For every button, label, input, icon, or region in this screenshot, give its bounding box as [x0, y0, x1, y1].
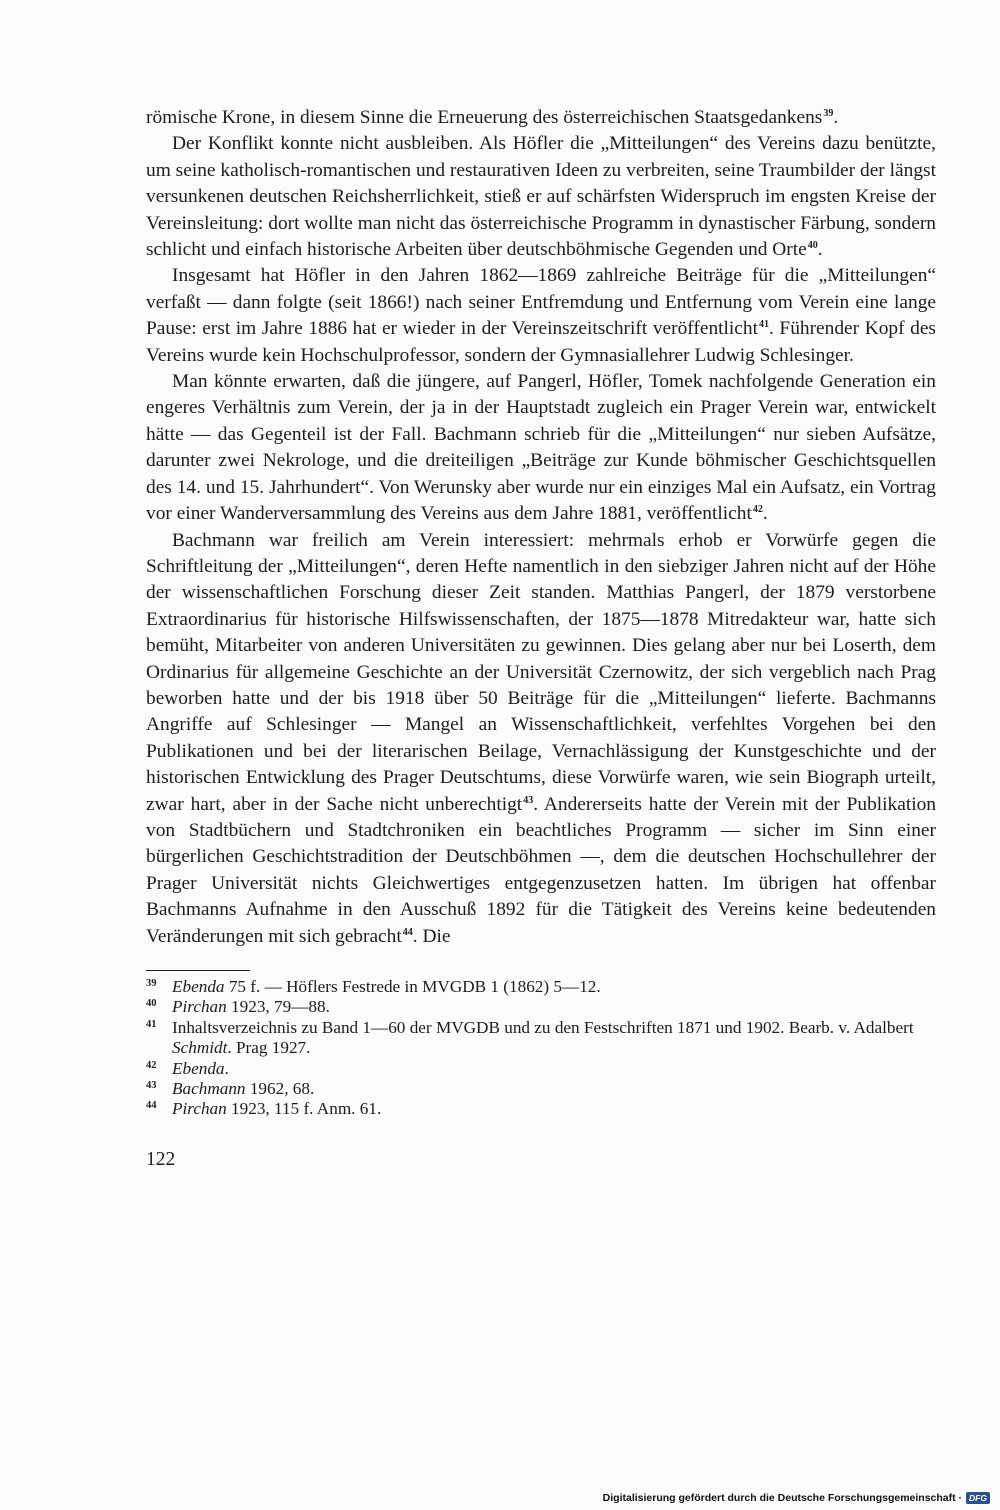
footnote-text: 1923, 79—88. — [226, 997, 330, 1017]
footnote-reference[interactable]: 40 — [807, 240, 818, 252]
footnote-text: 1923, 115 f. Anm. 61. — [226, 1099, 382, 1119]
paragraph — [146, 131, 936, 263]
footnote-reference[interactable]: 39 — [823, 108, 834, 119]
text-run: römische Krone, in diesem Sinne die Erneuerung des österreichischen Staatsgedankens — [146, 107, 823, 128]
text-run: . Andererseits hatte der Verein mit der Publikation von Stadtbüchern und Stadtchroniken ein beachtliches Programm — sicher im Sinn einer bürgerlichen Geschichtstradition der Deutschböhmen —, dem die deutschen Hochschullehrer der Prager Universität nichts Gleichwertiges entgegenzusetzen hatten. Im übrigen hat offenbar Bachmanns Aufnahme in den Ausschuß 1892 für die Tätigkeit des Vereins keine bedeutenden Veränderungen mit sich gebracht — [146, 793, 937, 947]
footnote-number: 44 — [146, 1100, 157, 1112]
footnote-text: . — [224, 1058, 229, 1078]
dfg-logo-icon: DFG — [966, 1492, 990, 1504]
text-run: . — [833, 107, 839, 128]
digitization-credit — [603, 1492, 990, 1504]
footnote — [146, 1079, 936, 1099]
footnote-reference[interactable]: 44 — [402, 926, 413, 938]
footnote-text: Inhaltsverzeichnis zu Band 1—60 der MVGDB und zu den Festschriften 1871 und 1902. Bearb. v. Adalbert — [172, 1017, 914, 1037]
footnote-number: 42 — [146, 1059, 157, 1071]
footnote-author: Schmidt — [172, 1038, 228, 1058]
text-run: . — [762, 503, 768, 525]
footnote — [146, 1018, 936, 1059]
footnote — [146, 1099, 936, 1119]
footnote-text: 75 f. — Höflers Festrede in MVGDB 1 (1862) 5—12. — [224, 977, 601, 996]
paragraph — [146, 369, 936, 527]
text-run: Man könnte erwarten, daß die jüngere, auf Pangerl, Höfler, Tomek nachfolgende Generation ein engeres Verhältnis zum Verein, der ja in der Hauptstadt zugleich ein Prager Verein war, entwickelt hätte — das Gegenteil ist der Fall. Bachmann schrieb für die „Mitteilungen“ nur sieben Aufsätze, darunter zwei Nekrologe, und die dreiteiligen „Beiträge zur Kunde böhmischer Geschichtsquellen des 14. und 15. Jahrhundert“. Von Werunsky aber wurde nur ein einziges Mal ein Aufsatz, ein Vortrag vor einer Wanderversammlung des Vereins aus dem Jahre 1881, veröffentlicht — [146, 371, 936, 525]
footnote-rule — [146, 970, 250, 971]
footnote-number: 41 — [146, 1018, 157, 1030]
text-run: Bachmann war freilich am Verein interessiert: mehrmals erhob er Vorwürfe gegen die Schriftleitung der „Mitteilungen“, deren Hefte namentlich in den siebziger Jahren nicht auf der Höhe der wissenschaftlichen Forschung dieser Zeit standen. Matthias Pangerl, der 1879 verstorbene Extraordinarius für historische Hilfswissenschaften, der 1875—1878 Mitredakteur war, hatte sich bemüht, Mitarbeiter von anderen Universitäten zu gewinnen. Dies gelang aber nur bei Loserth, dem Ordinarius für allgemeine Geschichte an der Universität Czernowitz, der sich vergeblich nach Prag beworben hatte und der bis 1918 über 50 Beiträge für die „Mitteilungen“ lieferte. Bachmanns Angriffe auf Schlesinger — Mangel an Wissenschaftlichkeit, verfehltes Vorgehen bei den Publikationen und bei der literarischen Beilage, Vernachlässigung der Kunstgeschichte und der historischen Entwicklung des Prager Deutschtums, diese Vorwürfe waren, wie sein Biograph urteilt, zwar hart, aber in der Sache nicht unberechtigt — [146, 529, 936, 815]
footnote-number: 39 — [146, 978, 157, 989]
footnote — [146, 997, 936, 1017]
footnotes — [146, 977, 936, 1120]
footnote-author: Ebenda — [172, 1058, 225, 1078]
text-run: . Die — [412, 925, 451, 947]
paragraph — [146, 263, 936, 369]
footnote-text: 1962, 68. — [245, 1079, 315, 1099]
footnote-reference[interactable]: 41 — [759, 319, 769, 331]
footnote-reference[interactable]: 43 — [523, 794, 534, 806]
footnote-author: Bachmann — [172, 1079, 246, 1099]
page — [146, 105, 936, 1171]
footnote — [146, 977, 936, 997]
footnote-author: Pirchan — [172, 997, 227, 1017]
footnote-text: . Prag 1927. — [227, 1038, 311, 1058]
footnote-author: Ebenda — [172, 977, 225, 996]
credit-text: Digitalisierung gefördert durch die Deutsche Forschungsgemeinschaft · — [602, 1492, 963, 1504]
page-number: 122 — [146, 1148, 176, 1170]
text-run: . Führender Kopf des Vereins wurde kein Hochschulprofessor, sondern der Gymnasiallehrer Ludwig Schlesinger. — [146, 318, 936, 366]
body-text — [146, 105, 936, 950]
footnote-author: Pirchan — [172, 1099, 227, 1119]
footnote-number: 43 — [146, 1080, 157, 1092]
footnote — [146, 1059, 936, 1079]
paragraph — [146, 105, 936, 131]
text-run: . — [817, 239, 823, 261]
paragraph — [146, 528, 936, 951]
footnote-reference[interactable]: 42 — [752, 504, 763, 516]
text-run: Der Konflikt konnte nicht ausbleiben. Als Höfler die „Mitteilungen“ des Vereins dazu benützte, um seine katholisch-romantischen und restaurativen Ideen zu verbreiten, seine Traumbilder der längst versunkenen deutschen Reichsherrlichkeit, stieß er auf schärfsten Widerspruch im engsten Kreise der Vereinsleitung: dort wollte man nicht das österreichische Programm in dynastischer Färbung, sondern schlicht und einfach historische Arbeiten über deutschböhmische Gegenden und Orte — [146, 133, 936, 261]
text-run: Insgesamt hat Höfler in den Jahren 1862—1869 zahlreiche Beiträge für die „Mitteilungen“ verfaßt — dann folgte (seit 1866!) nach seiner Entfremdung und Entfernung vom Verein eine lange Pause: erst im Jahre 1886 hat er wieder in der Vereinszeitschrift veröffentlicht — [146, 265, 936, 340]
footnote-number: 40 — [146, 998, 157, 1010]
